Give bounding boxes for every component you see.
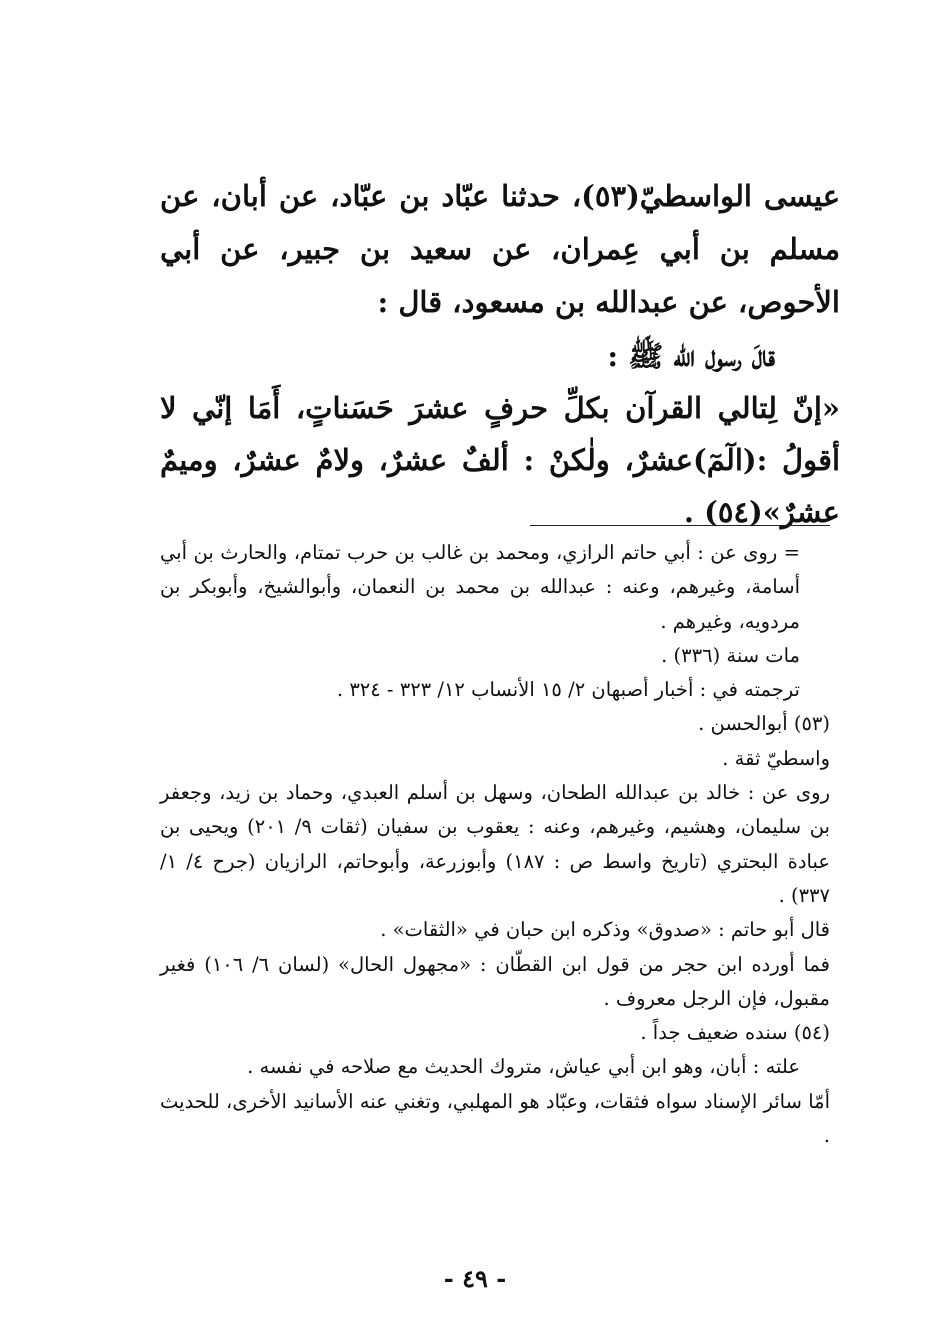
footnote-paragraph: فما أورده ابن حجر من قول ابن القطّان : «مجهول الحال» (لسان ٦/ ١٠٦) فغير مقبول، فإن الرجل معروف . (160, 952, 830, 1010)
footnote-paragraph: واسطيّ ثقة . (722, 746, 830, 770)
footnote-paragraph: مات سنة (٣٣٦) . (661, 643, 800, 667)
hadith-intro: قالَ رسول الله ﷺ : (607, 339, 775, 373)
footnote-paragraph: ترجمته في : أخبار أصبهان ٢/ ١٥ الأنساب ١٢/ ٣٢٣ - ٣٢٤ . (336, 678, 800, 702)
footnote-divider (530, 525, 830, 526)
hadith-quote: «إنّ لِتالي القرآن بكلِّ حرفٍ عشرَ حَسَناتٍ، أَمَا إنّي لا أقولُ :(الٓمٓ)عشرٌ، ولٰكنْ : ألفٌ عشرٌ، ولامٌ عشرٌ، وميمٌ عشرٌ»(٥٤) . (160, 391, 840, 529)
footnote-paragraph: (٥٤) سنده ضعيف جداً . (640, 1021, 830, 1045)
page-number: - ٤٩ - (443, 1264, 507, 1293)
hadith-block (160, 330, 840, 538)
footnotes (160, 536, 830, 1153)
main-text: عيسى الواسطيّ(٥٣)، حدثنا عبّاد بن عبّاد، عن أبان، عن مسلم بن أبي عِمران، عن سعيد بن جبير، عن أبي الأحوص، عن عبدالله بن مسعود، قال : (160, 179, 841, 319)
footnote-paragraph: علته : أبان، وهو ابن أبي عياش، متروك الحديث مع صلاحه في نفسه . (247, 1055, 800, 1079)
footnote-paragraph: روى عن : خالد بن عبدالله الطحان، وسهل بن أسلم العبدي، وحماد بن زيد، وجعفر بن سليمان، وهشيم، وغيرهم، وعنه : يعقوب بن سفيان (ثقات ٩/ ٢٠١) ويحيى بن عبادة البحتري (تاريخ واسط ص : ١٨٧) وأبوزرعة، وأبوحاتم، الرازيان (جرح ٤/ ١/ ٣٣٧) . (160, 781, 830, 907)
footnote-paragraph: (٥٣) أبوالحسن . (698, 712, 830, 736)
footnote-paragraph: أمّا سائر الإسناد سواه فثقات، وعبّاد هو المهلبي، وتغني عنه الأسانيد الأخرى، للحديث . (160, 1089, 830, 1148)
footnote-paragraph: قال أبو حاتم : «صدوق» وذكره ابن حبان في «الثقات» . (380, 918, 830, 942)
footnote-paragraph: = روى عن : أبي حاتم الرازي، ومحمد بن غالب بن حرب تمتام، والحارث بن أبي أسامة، وغيرهم، وعنه : عبدالله بن محمد بن النعمان، وأبوالشيخ، وأبوبكر بن مردويه، وغيرهم . (160, 541, 800, 633)
